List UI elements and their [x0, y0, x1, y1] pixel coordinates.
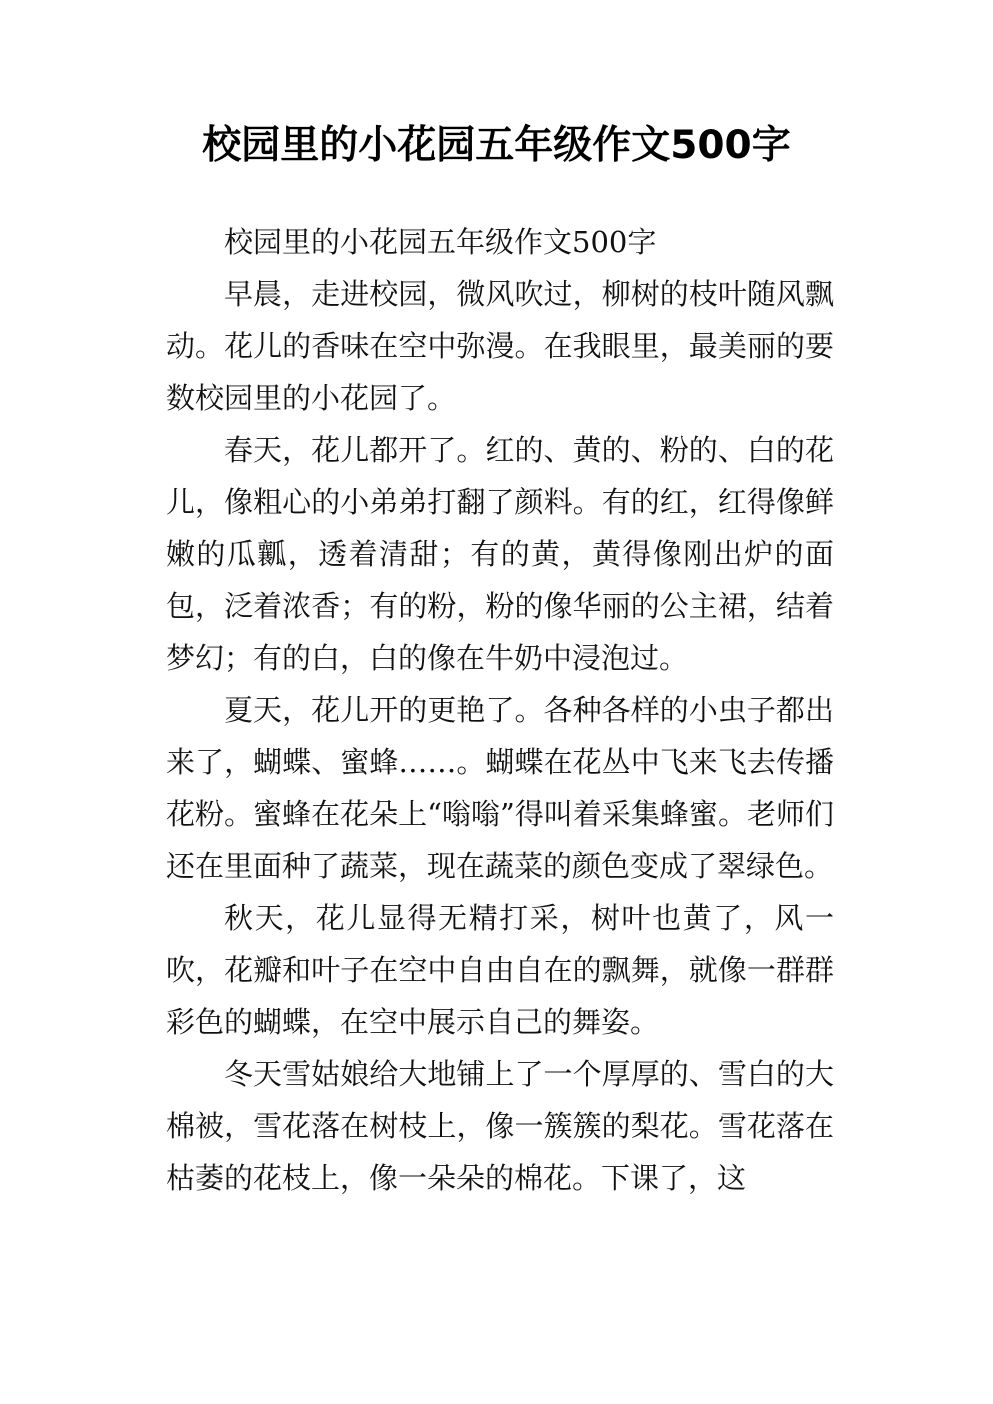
- paragraph-summer: 夏天，花儿开的更艳了。各种各样的小虫子都出来了，蝴蝶、蜜蜂……。蝴蝶在花丛中飞来飞去传播花粉。蜜蜂在花朵上“嗡嗡”得叫着采集蜂蜜。老师们还在里面种了蔬菜，现在蔬菜的颜色变成了翠绿色。: [166, 693, 834, 883]
- subtitle-paragraph: 校园里的小花园五年级作文500字: [224, 225, 657, 259]
- paragraph-spring: 春天，花儿都开了。红的、黄的、粉的、白的花儿，像粗心的小弟弟打翻了颜料。有的红，红得像鲜嫩的瓜瓤，透着清甜；有的黄，黄得像刚出炉的面包，泛着浓香；有的粉，粉的像华丽的公主裙，结着梦幻；有的白，白的像在牛奶中浸泡过。: [166, 433, 834, 675]
- essay-body: [166, 216, 834, 1204]
- paragraph-winter: 冬天雪姑娘给大地铺上了一个厚厚的、雪白的大棉被，雪花落在树枝上，像一簇簇的梨花。雪花落在枯萎的花枝上，像一朵朵的棉花。下课了，这: [166, 1057, 834, 1195]
- paragraph-autumn: 秋天，花儿显得无精打采，树叶也黄了，风一吹，花瓣和叶子在空中自由自在的飘舞，就像一群群彩色的蝴蝶，在空中展示自己的舞姿。: [166, 901, 834, 1039]
- paragraph-morning: 早晨，走进校园，微风吹过，柳树的枝叶随风飘动。花儿的香味在空中弥漫。在我眼里，最美丽的要数校园里的小花园了。: [166, 277, 834, 415]
- page-title: 校园里的小花园五年级作文500字: [202, 123, 791, 168]
